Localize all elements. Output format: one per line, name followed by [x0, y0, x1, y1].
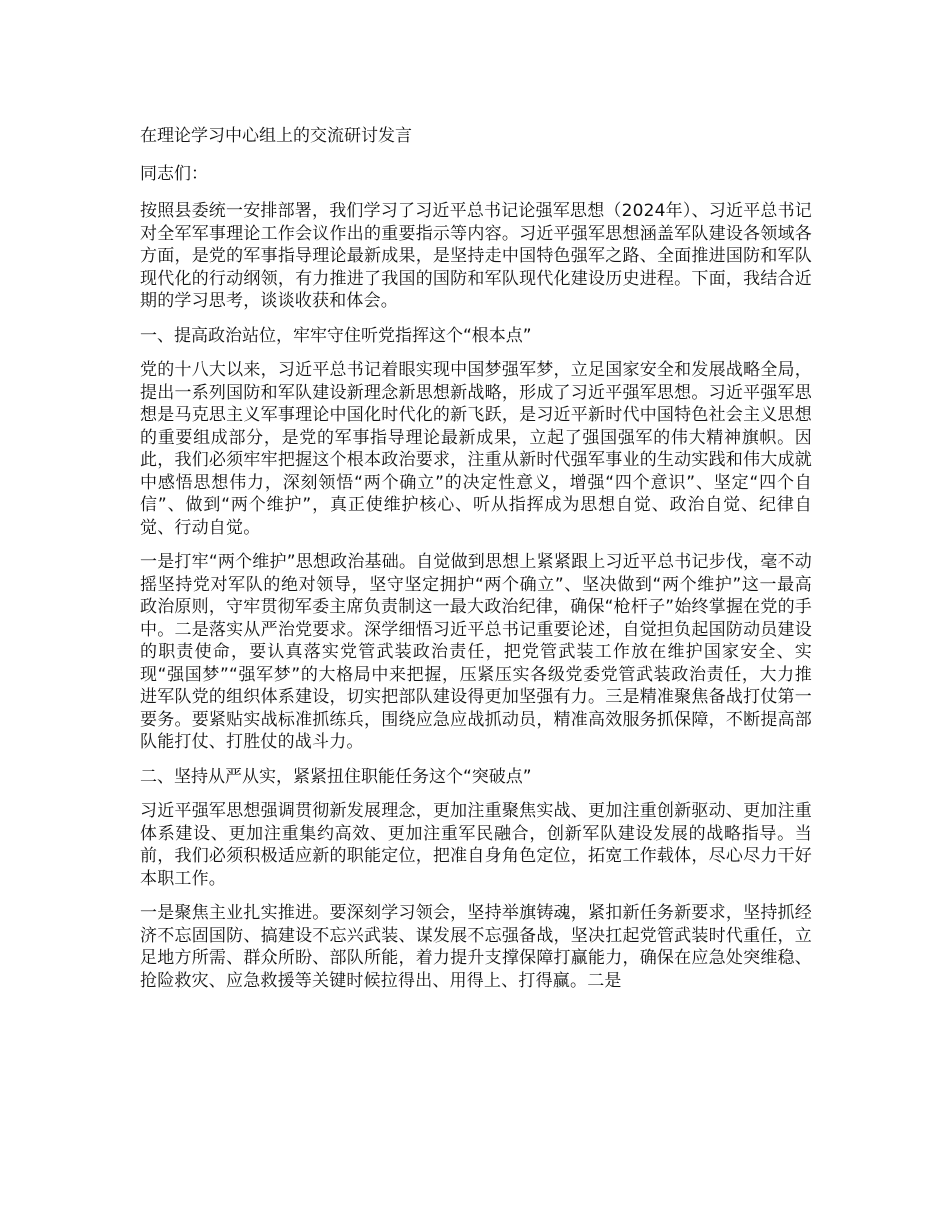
section-heading-2: 二、坚持从严从实，紧紧扭住职能任务这个“突破点” [140, 766, 532, 787]
section-heading-1: 一、提高政治站位，牢牢守住听党指挥这个“根本点” [140, 325, 532, 346]
document-title: 在理论学习中心组上的交流研讨发言 [140, 126, 412, 146]
paragraph-section2-points: 一是聚焦主业扎实推进。要深刻学习领会，坚持举旗铸魂，紧扣新任务新要求，坚持抓经济不忘固国防、搞建设不忘兴武装、谋发展不忘强备战，坚决扛起党管武装时代重任，立足地方所需、群众所盼、部队所能，着力提升支撑保障打赢能力，确保在应急处突维稳、抢险救灾、应急救援等关键时候拉得出、用得上、打得赢。二是 [140, 903, 812, 991]
paragraph-intro: 按照县委统一安排部署，我们学习了习近平总书记论强军思想（2024年）、习近平总书记对全军军事理论工作会议作出的重要指示等内容。习近平强军思想涵盖军队建设各领域各方面，是党的军事指导理论最新成果，是坚持走中国特色强军之路、全面推进国防和军队现代化的行动纲领，有力推进了我国的国防和军队现代化建设历史进程。下面，我结合近期的学习思考，谈谈收获和体会。 [140, 201, 812, 311]
document-page [140, 124, 812, 1004]
paragraph-section1-body: 党的十八大以来，习近平总书记着眼实现中国梦强军梦，立足国家安全和发展战略全局，提出一系列国防和军队建设新理念新思想新战略，形成了习近平强军思想。习近平强军思想是马克思主义军事理论中国化时代化的新飞跃，是习近平新时代中国特色社会主义思想的重要组成部分，是党的军事指导理论最新成果，立起了强国强军的伟大精神旗帜。因此，我们必须牢牢把握这个根本政治要求，注重从新时代强军事业的生动实践和伟大成就中感悟思想伟力，深刻领悟“两个确立”的决定性意义，增强“四个意识”、坚定“四个自信”、做到“两个维护”，真正使维护核心、听从指挥成为思想自觉、政治自觉、纪律自觉、行动自觉。 [140, 360, 812, 538]
greeting: 同志们： [140, 164, 208, 184]
paragraph-section1-points: 一是打牢“两个维护”思想政治基础。自觉做到思想上紧紧跟上习近平总书记步伐，毫不动摇坚持党对军队的绝对领导，坚守坚定拥护“两个确立”、坚决做到“两个维护”这一最高政治原则，守牢贯彻军委主席负责制这一最大政治纪律，确保“枪杆子”始终掌握在党的手中。二是落实从严治党要求。深学细悟习近平总书记重要论述，自觉担负起国防动员建设的职责使命，要认真落实党管武装政治责任，把党管武装工作放在维护国家安全、实现“强国梦”“强军梦”的大格局中来把握，压紧压实各级党委党管武装政治责任，大力推进军队党的组织体系建设，切实把部队建设得更加坚强有力。三是精准聚焦备战打仗第一要务。要紧贴实战标准抓练兵，围绕应急应战抓动员，精准高效服务抓保障，不断提高部队能打仗、打胜仗的战斗力。 [140, 552, 812, 752]
paragraph-section2-body: 习近平强军思想强调贯彻新发展理念，更加注重聚焦实战、更加注重创新驱动、更加注重体系建设、更加注重集约高效、更加注重军民融合，创新军队建设发展的战略指导。当前，我们必须积极适应新的职能定位，把准自身角色定位，拓宽工作载体，尽心尽力干好本职工作。 [140, 801, 812, 889]
